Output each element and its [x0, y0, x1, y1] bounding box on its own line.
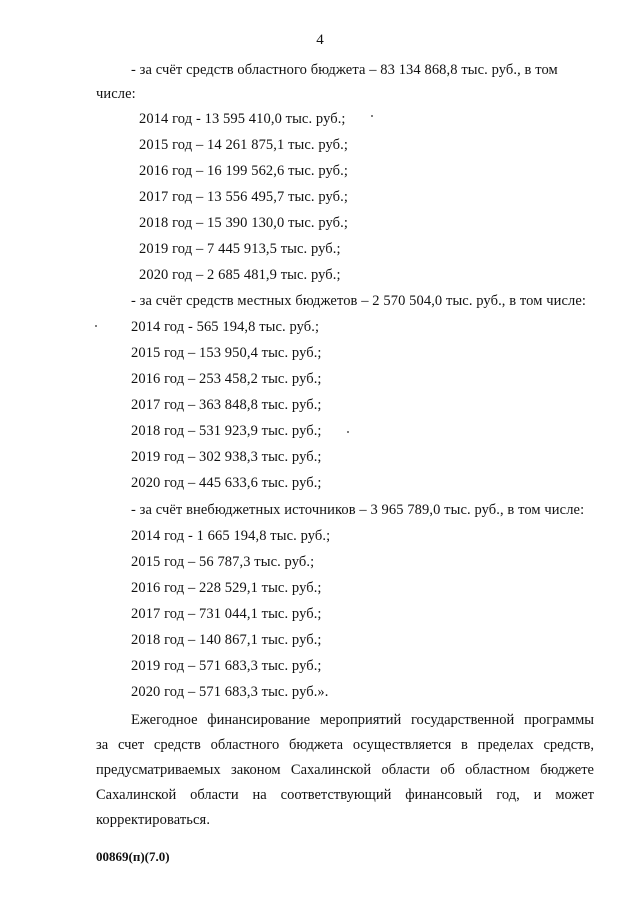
paragraph-line-2: за счет средств областного бюджета осуществляется в пределах средств,	[96, 737, 594, 753]
paragraph-line-1: Ежегодное финансирование мероприятий государственной программы	[131, 712, 594, 728]
extrabudget-year-2016: 2016 год – 228 529,1 тыс. руб.;	[131, 580, 322, 596]
extrabudget-year-2017: 2017 год – 731 044,1 тыс. руб.;	[131, 606, 322, 622]
regional-year-2019: 2019 год – 7 445 913,5 тыс. руб.;	[139, 241, 341, 257]
scan-speck	[347, 431, 349, 433]
document-code: 00869(п)(7.0)	[96, 849, 170, 864]
regional-budget-header-cont: числе:	[96, 86, 136, 102]
local-year-2018: 2018 год – 531 923,9 тыс. руб.;	[131, 423, 322, 439]
scan-speck	[371, 115, 373, 117]
local-year-2017: 2017 год – 363 848,8 тыс. руб.;	[131, 397, 322, 413]
extrabudget-year-2019: 2019 год – 571 683,3 тыс. руб.;	[131, 658, 322, 674]
extrabudget-year-2020: 2020 год – 571 683,3 тыс. руб.».	[131, 684, 329, 700]
regional-budget-header: - за счёт средств областного бюджета – 83 134 868,8 тыс. руб., в том	[131, 62, 558, 78]
regional-year-2018: 2018 год – 15 390 130,0 тыс. руб.;	[139, 215, 348, 231]
extrabudget-year-2014: 2014 год - 1 665 194,8 тыс. руб.;	[131, 528, 331, 544]
paragraph-line-3: предусматриваемых законом Сахалинской области об областном бюджете	[96, 762, 594, 778]
local-budget-header: - за счёт средств местных бюджетов – 2 570 504,0 тыс. руб., в том числе:	[131, 293, 587, 309]
paragraph-line-4: Сахалинской области на соответствующий финансовый год, и может	[96, 787, 594, 803]
extrabudget-year-2018: 2018 год – 140 867,1 тыс. руб.;	[131, 632, 322, 648]
local-year-2020: 2020 год – 445 633,6 тыс. руб.;	[131, 475, 322, 491]
extrabudget-year-2015: 2015 год – 56 787,3 тыс. руб.;	[131, 554, 315, 570]
regional-year-2015: 2015 год – 14 261 875,1 тыс. руб.;	[139, 137, 348, 153]
paragraph-line-5: корректироваться.	[96, 812, 211, 828]
regional-year-2020: 2020 год – 2 685 481,9 тыс. руб.;	[139, 267, 341, 283]
regional-year-2014: 2014 год - 13 595 410,0 тыс. руб.;	[139, 111, 346, 127]
scan-speck	[95, 325, 97, 327]
local-year-2015: 2015 год – 153 950,4 тыс. руб.;	[131, 345, 322, 361]
page-number: 4	[316, 32, 324, 48]
regional-year-2016: 2016 год – 16 199 562,6 тыс. руб.;	[139, 163, 348, 179]
local-year-2014: 2014 год - 565 194,8 тыс. руб.;	[131, 319, 320, 335]
local-year-2016: 2016 год – 253 458,2 тыс. руб.;	[131, 371, 322, 387]
local-year-2019: 2019 год – 302 938,3 тыс. руб.;	[131, 449, 322, 465]
regional-year-2017: 2017 год – 13 556 495,7 тыс. руб.;	[139, 189, 348, 205]
extrabudget-header: - за счёт внебюджетных источников – 3 965 789,0 тыс. руб., в том числе:	[131, 502, 585, 518]
